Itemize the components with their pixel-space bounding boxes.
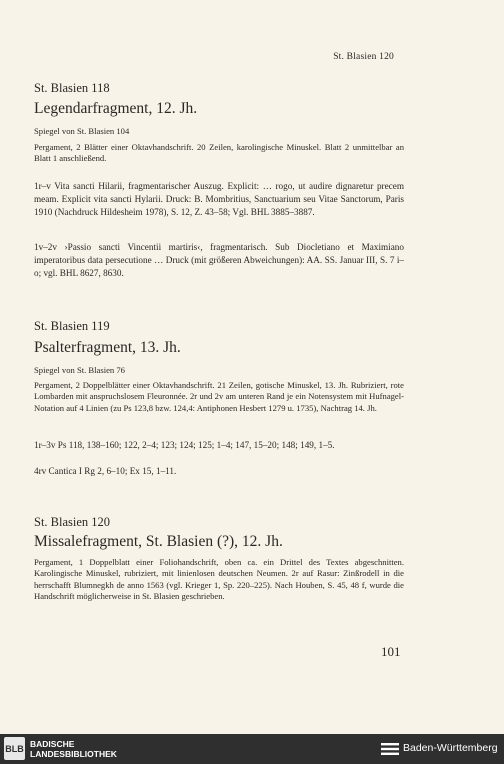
page-number: 101 <box>381 644 401 659</box>
blb-logo[interactable]: BLB <box>4 737 25 760</box>
entry-title-120: Missalefragment, St. Blasien (?), 12. Jh. <box>34 533 283 550</box>
contents-paragraph-118-1: 1r–v Vita sancti Hilarii, fragmentarischer Auszug. Explicit: … rogo, ut audire dignaretur precem meam. Explicit vita sancti Hylarii. Druck: B. Mombritius, Sanctuarium seu Vitae Sanctorum, Paris 1910 (Nachdruck Hildesheim 1978), S. 12, Z. 43–58; Vgl. BHL 3885–3887. <box>34 181 404 217</box>
description-119: Pergament, 2 Doppelblätter einer Oktavhandschrift. 21 Zeilen, gotische Minuskel, 13. Jh. Rubriziert, rote Lombarden mit anspruchslosem Fleuronnée. 2r und 2v am unteren Rand je ein Notensystem mit Hufnagel-Notation auf 4 Linien (zu Ps 123,8 bzw. 124,4: Antiphonen Hesbert 1279 u. 1735), Nachtrag 14. Jh. <box>34 380 404 413</box>
contents-paragraph-119-1: 1r–3v Ps 118, 138–160; 122, 2–4; 123; 124; 125; 1–4; 147, 15–20; 148; 149, 1–5. <box>34 440 335 450</box>
library-name[interactable] <box>30 739 117 759</box>
contents-paragraph-119-2: 4rv Cantica I Rg 2, 6–10; Ex 15, 1–11. <box>34 466 177 476</box>
three-lions-icon <box>381 742 399 756</box>
entry-heading-119: St. Blasien 119 <box>34 319 110 333</box>
description-120: Pergament, 1 Doppelblatt einer Foliohandschrift, oben ca. ein Drittel des Textes abgeschnitten. Karolingische Minuskel, rubriziert, mit linienlosen deutschen Neumen. 2r auf Rasur: Zinßrodell in die herrschafft Blumnegkh de anno 1563 (vgl. Krieger 1, Sp. 220–225). Nach Houben, S. 45, 48 f, wurde die Handschrift möglicherweise in St. Blasien geschrieben. <box>34 557 404 602</box>
cross-reference-118: Spiegel von St. Blasien 104 <box>34 126 130 136</box>
entry-title-119: Psalterfragment, 13. Jh. <box>34 339 181 356</box>
library-name-line-2: LANDESBIBLIOTHEK <box>30 749 117 759</box>
state-label[interactable]: Baden-Württemberg <box>403 742 498 754</box>
running-head: St. Blasien 120 <box>333 52 394 62</box>
library-name-line-1: BADISCHE <box>30 739 75 749</box>
description-118: Pergament, 2 Blätter einer Oktavhandschrift. 20 Zeilen, karolingische Minuskel. Blatt 2 unmittelbar an Blatt 1 anschließend. <box>34 142 404 164</box>
contents-paragraph-118-2: 1v–2v ›Passio sancti Vincentii martiris‹, fragmentarisch. Sub Diocletiano et Maximiano imperatoribus data persecutione … Druck (mit größeren Abweichungen): AA. SS. Januar III, S. 7 i–o; vgl. BHL 8627, 8630. <box>34 242 404 278</box>
entry-heading-118: St. Blasien 118 <box>34 81 110 95</box>
entry-title-118: Legendarfragment, 12. Jh. <box>34 100 198 117</box>
cross-reference-119: Spiegel von St. Blasien 76 <box>34 365 125 375</box>
entry-heading-120: St. Blasien 120 <box>34 515 111 529</box>
footer-bar <box>0 734 504 764</box>
